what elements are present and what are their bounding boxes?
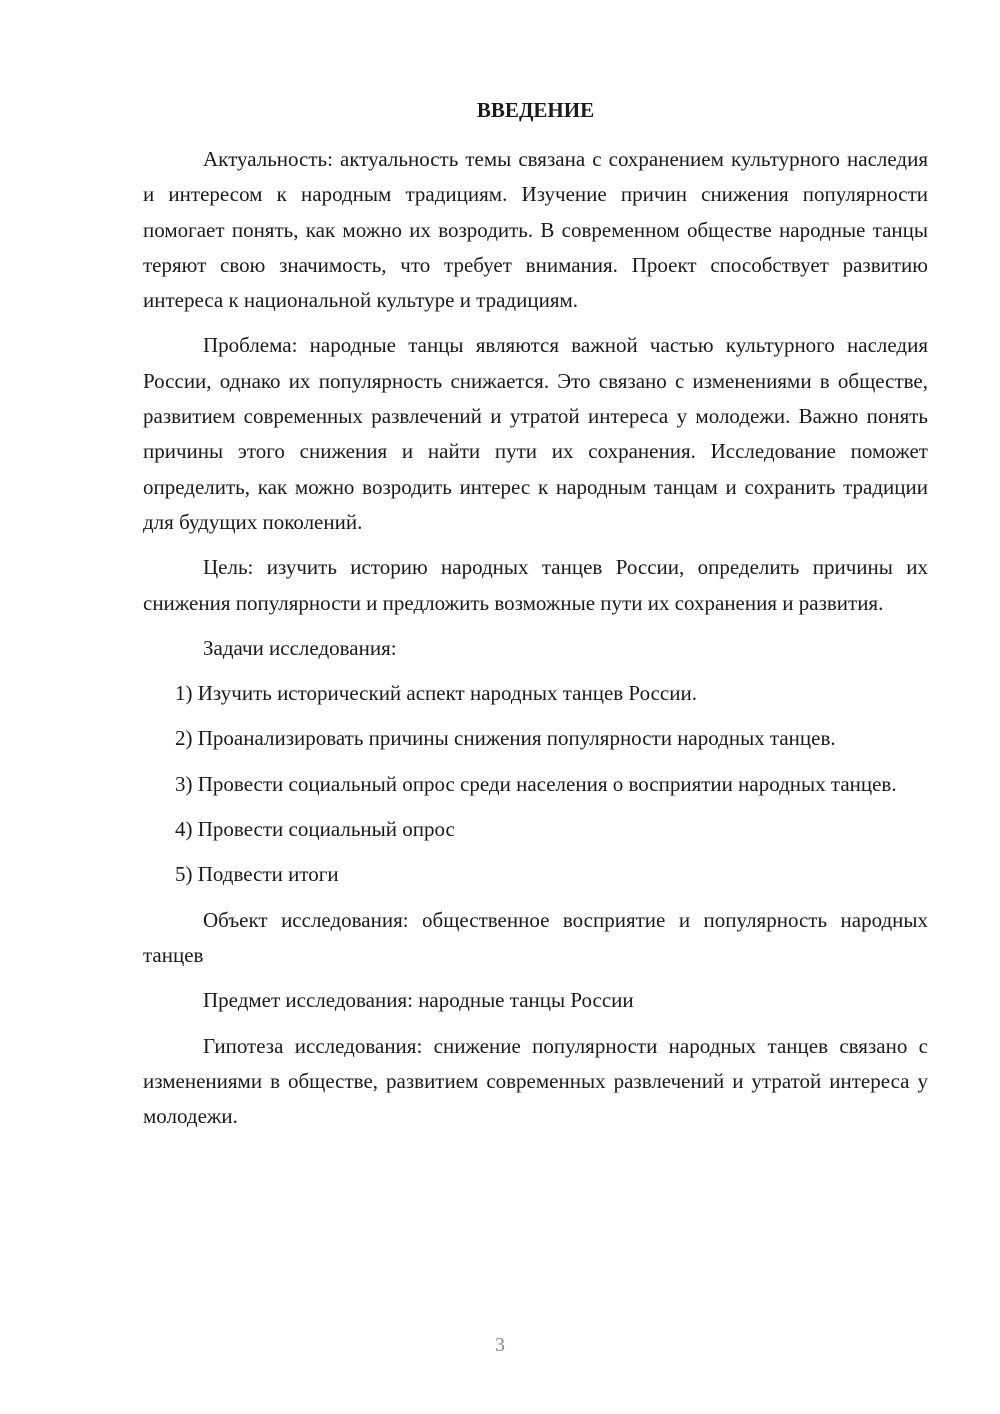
task-item-3: 3) Провести социальный опрос среди населения о восприятии народных танцев. xyxy=(175,771,897,796)
paragraph-tasks-heading: Задачи исследования: xyxy=(203,635,397,660)
paragraph-relevance: Актуальность: актуальность темы связана с сохранением культурного наследия и интересом к народным традициям. Изучение причин снижения популярности помогает понять, как можно их возродить. В современном обществе народные танцы теряют свою значимость, что требует внимания. Проект способствует развитию интереса к национальной культуре и традициям. xyxy=(143,147,928,313)
paragraph-object: Объект исследования: общественное восприятие и популярность народных танцев xyxy=(143,907,928,967)
task-item-2: 2) Проанализировать причины снижения популярности народных танцев. xyxy=(175,726,836,751)
task-item-5: 5) Подвести итоги xyxy=(175,862,339,887)
paragraph-subject: Предмет исследования: народные танцы России xyxy=(203,988,634,1013)
page-title: ВВЕДЕНИЕ xyxy=(476,98,595,122)
page-number: 3 xyxy=(495,1334,505,1356)
document-body xyxy=(143,142,928,1144)
task-item-4: 4) Провести социальный опрос xyxy=(175,817,455,842)
paragraph-goal: Цель: изучить историю народных танцев России, определить причины их снижения популярности и предложить возможные пути их сохранения и развития. xyxy=(143,555,928,615)
paragraph-hypothesis: Гипотеза исследования: снижение популярности народных танцев связано с изменениями в обществе, развитием современных развлечений и утратой интереса у молодежи. xyxy=(143,1033,928,1129)
task-item-1: 1) Изучить исторический аспект народных танцев России. xyxy=(175,681,697,706)
paragraph-problem: Проблема: народные танцы являются важной частью культурного наследия России, однако их популярность снижается. Это связано с изменениями в обществе, развитием современных развлечений и утратой интереса у молодежи. Важно понять причины этого снижения и найти пути их сохранения. Исследование поможет определить, как можно возродить интерес к народным танцам и сохранить традиции для будущих поколений. xyxy=(143,333,928,534)
